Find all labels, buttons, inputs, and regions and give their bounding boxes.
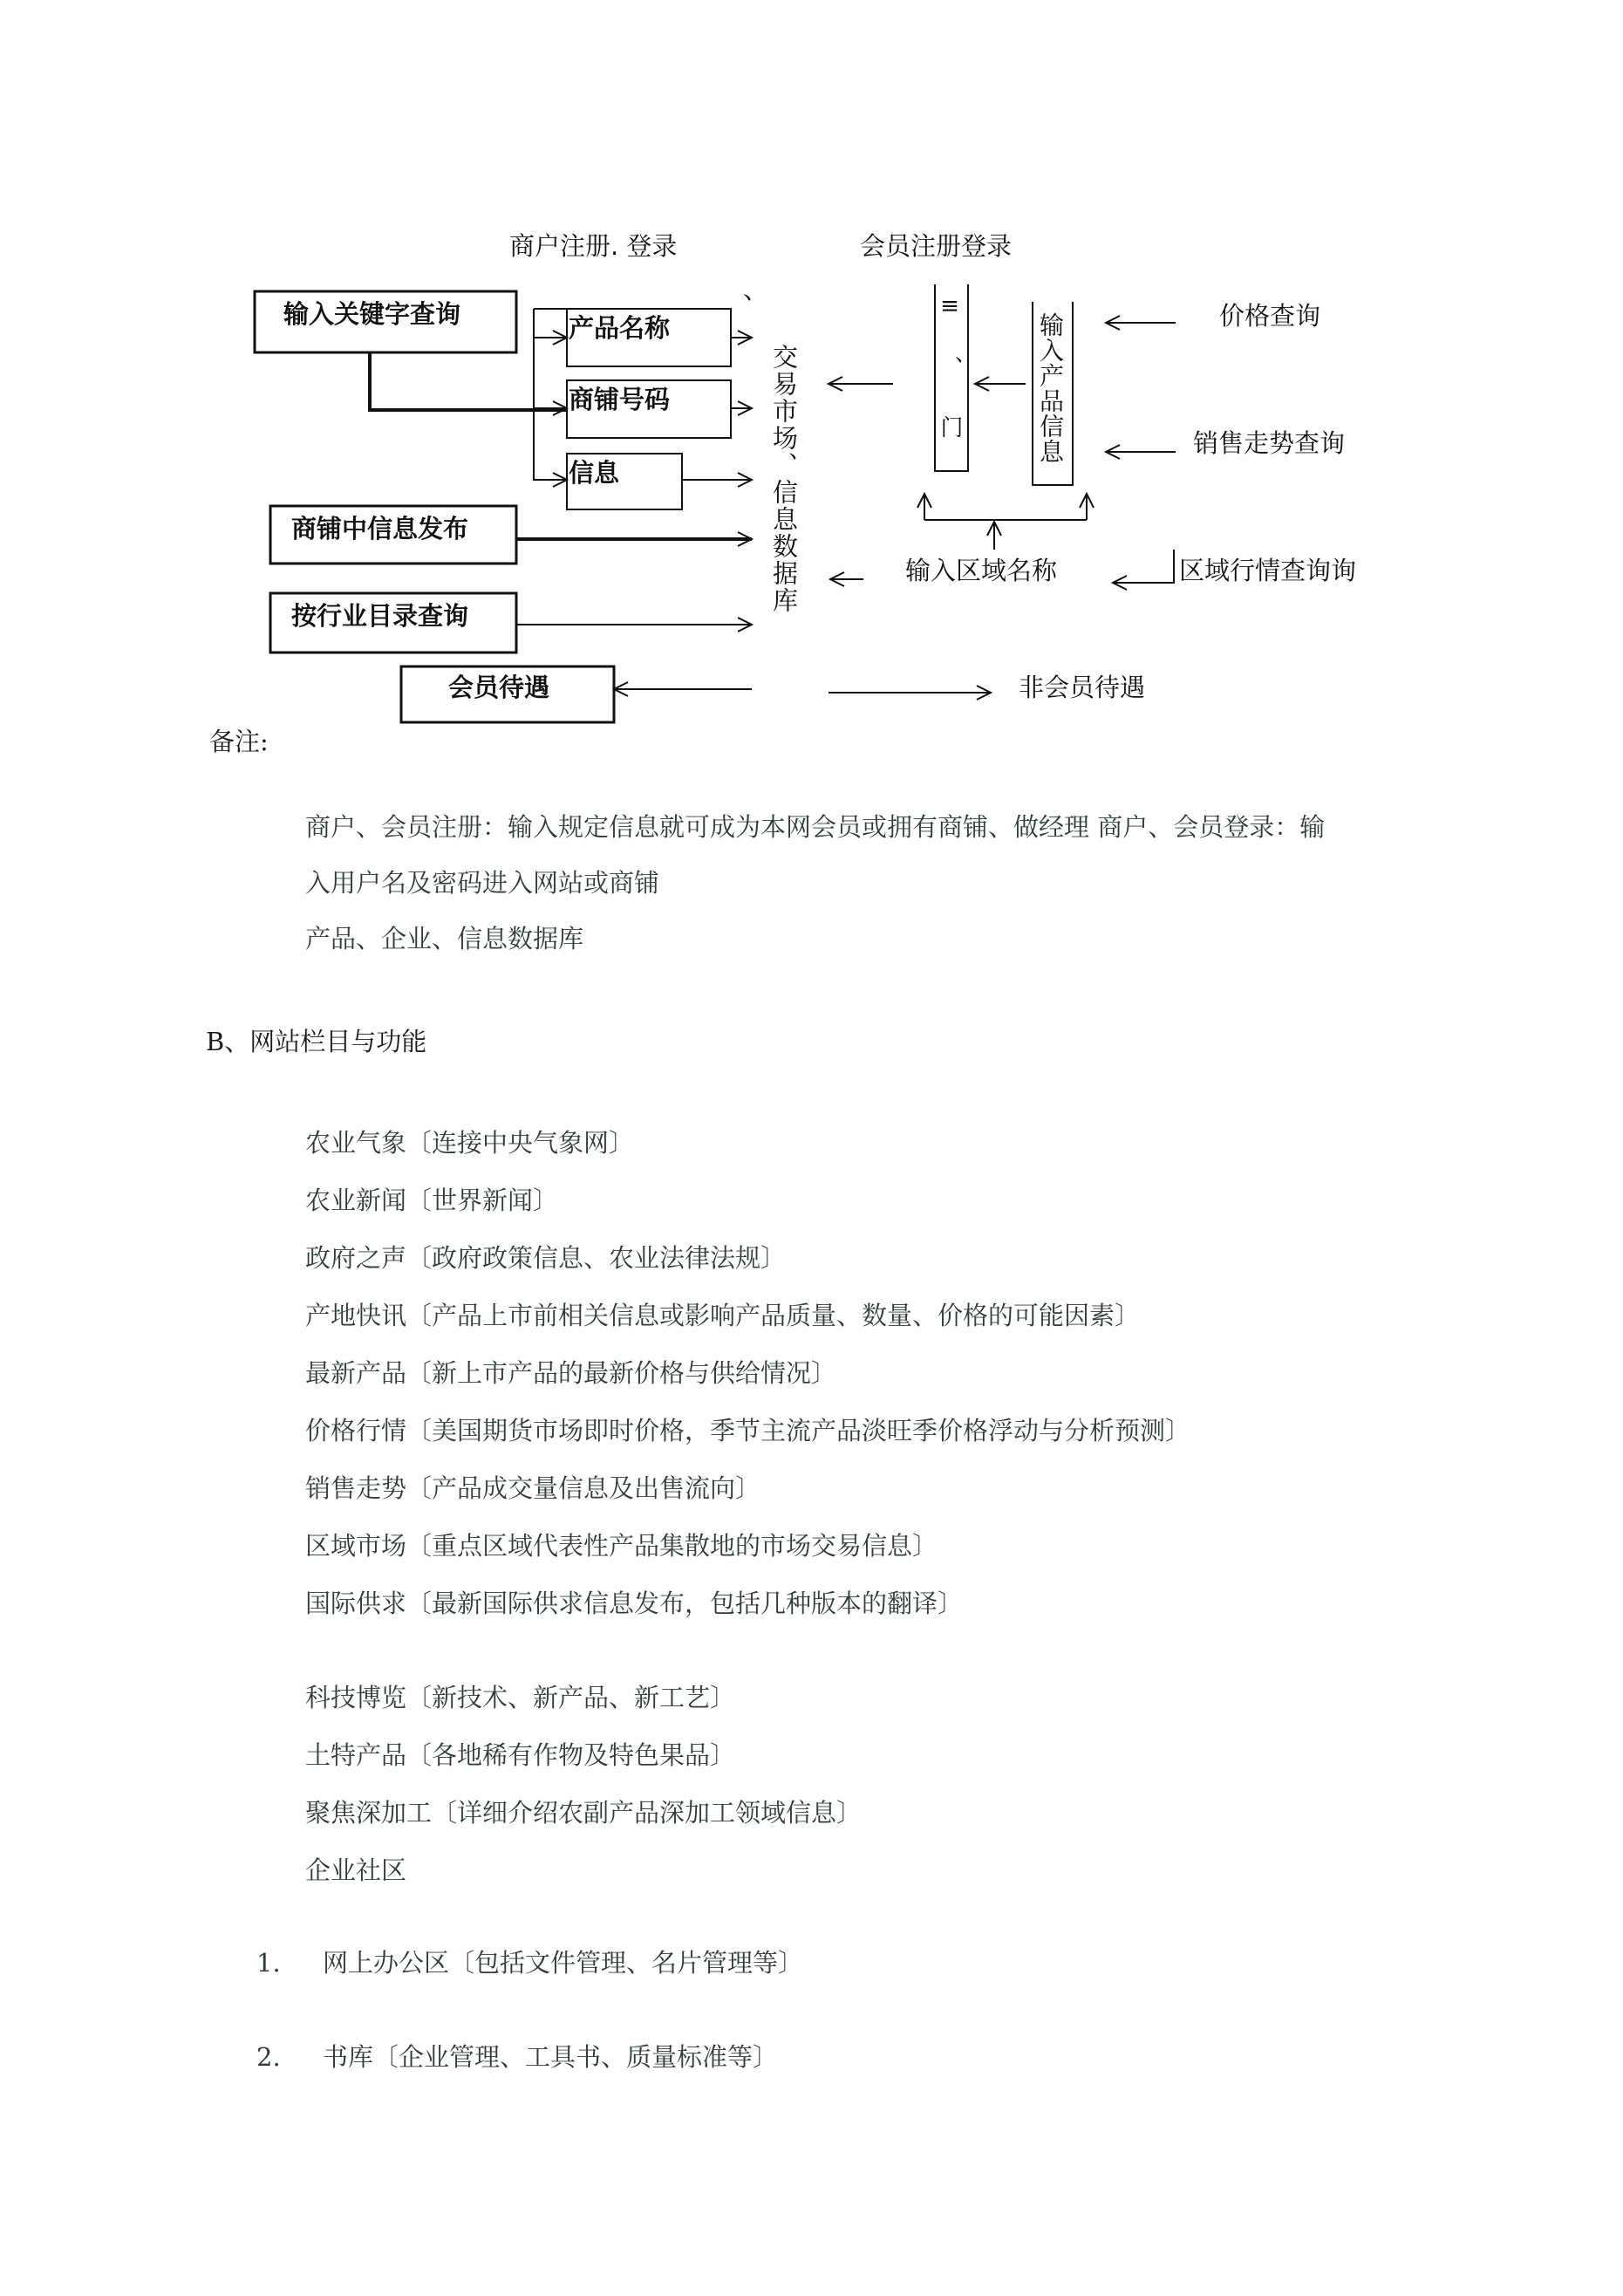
list-item: 政府之声〔政府政策信息、农业法律法规〕: [305, 1243, 787, 1273]
notes-line-1: 商户、会员注册：输入规定信息就可成为本网会员或拥有商铺、做经理 商户、会员登录：输: [305, 812, 1326, 842]
list-item: 价格行情〔美国期货市场即时价格，季节主流产品淡旺季价格浮动与分析预测〕: [305, 1416, 1191, 1445]
info-label: 信息: [569, 458, 620, 488]
list-item: 产地快讯〔产品上市前相关信息或影响产品质量、数量、价格的可能因素〕: [305, 1301, 1141, 1330]
product-name-label: 产品名称: [569, 313, 671, 343]
notes-line-2: 入用户名及密码进入网站或商铺: [305, 868, 660, 898]
input-region-name-label: 输入区域名称: [905, 556, 1058, 585]
merchant-register-label: 商户注册. 登录: [509, 231, 678, 261]
sales-trend-query-label: 销售走势查询: [1193, 428, 1346, 458]
member-register-label: 会员注册登录: [860, 231, 1013, 261]
diagram-lines: [0, 0, 1623, 733]
list-item: 企业社区: [305, 1855, 407, 1885]
list-item: 聚焦深加工〔详细介绍农副产品深加工领域信息〕: [305, 1798, 863, 1828]
partial-box-glyphs: ≡ 、 门: [937, 293, 963, 443]
obscured-mark: 、: [743, 275, 769, 304]
numbered-item-text: 网上办公区〔包括文件管理、名片管理等〕: [323, 1948, 804, 1978]
input-product-info-label: 输入产品信息: [1036, 312, 1065, 464]
shop-number-label: 商铺号码: [569, 385, 671, 414]
region-market-query-label: 区域行情查询询: [1179, 556, 1357, 585]
database-label: 交易市场、信息数据库: [769, 344, 799, 614]
numbered-item-text: 书库〔企业管理、工具书、质量标准等〕: [323, 2042, 779, 2072]
list-item: 土特产品〔各地稀有作物及特色果品〕: [305, 1740, 736, 1770]
keyword-query-label: 输入关键字查询: [283, 299, 461, 329]
numbered-item-number: 2.: [256, 2042, 281, 2072]
price-query-label: 价格查询: [1219, 301, 1321, 331]
shop-info-publish-label: 商铺中信息发布: [291, 514, 469, 543]
numbered-item-number: 1.: [256, 1948, 281, 1978]
notes-label: 备注:: [209, 727, 269, 756]
non-member-benefits-label: 非会员待遇: [1019, 673, 1146, 702]
list-item: 最新产品〔新上市产品的最新价格与供给情况〕: [305, 1358, 837, 1388]
list-item: 国际供求〔最新国际供求信息发布，包括几种版本的翻译〕: [305, 1589, 964, 1618]
industry-query-label: 按行业目录查询: [291, 601, 469, 631]
list-item: 科技博览〔新技术、新产品、新工艺〕: [305, 1683, 736, 1712]
section-b-title: B、网站栏目与功能: [206, 1027, 427, 1056]
list-item: 农业气象〔连接中央气象网〕: [305, 1128, 635, 1158]
list-item: 销售走势〔产品成交量信息及出售流向〕: [305, 1473, 761, 1503]
list-item: 区域市场〔重点区域代表性产品集散地的市场交易信息〕: [305, 1531, 938, 1561]
list-item: 农业新闻〔世界新闻〕: [305, 1186, 559, 1215]
member-benefits-label: 会员待遇: [448, 673, 550, 702]
notes-line-3: 产品、企业、信息数据库: [305, 924, 584, 953]
flow-diagram: [0, 0, 1623, 733]
